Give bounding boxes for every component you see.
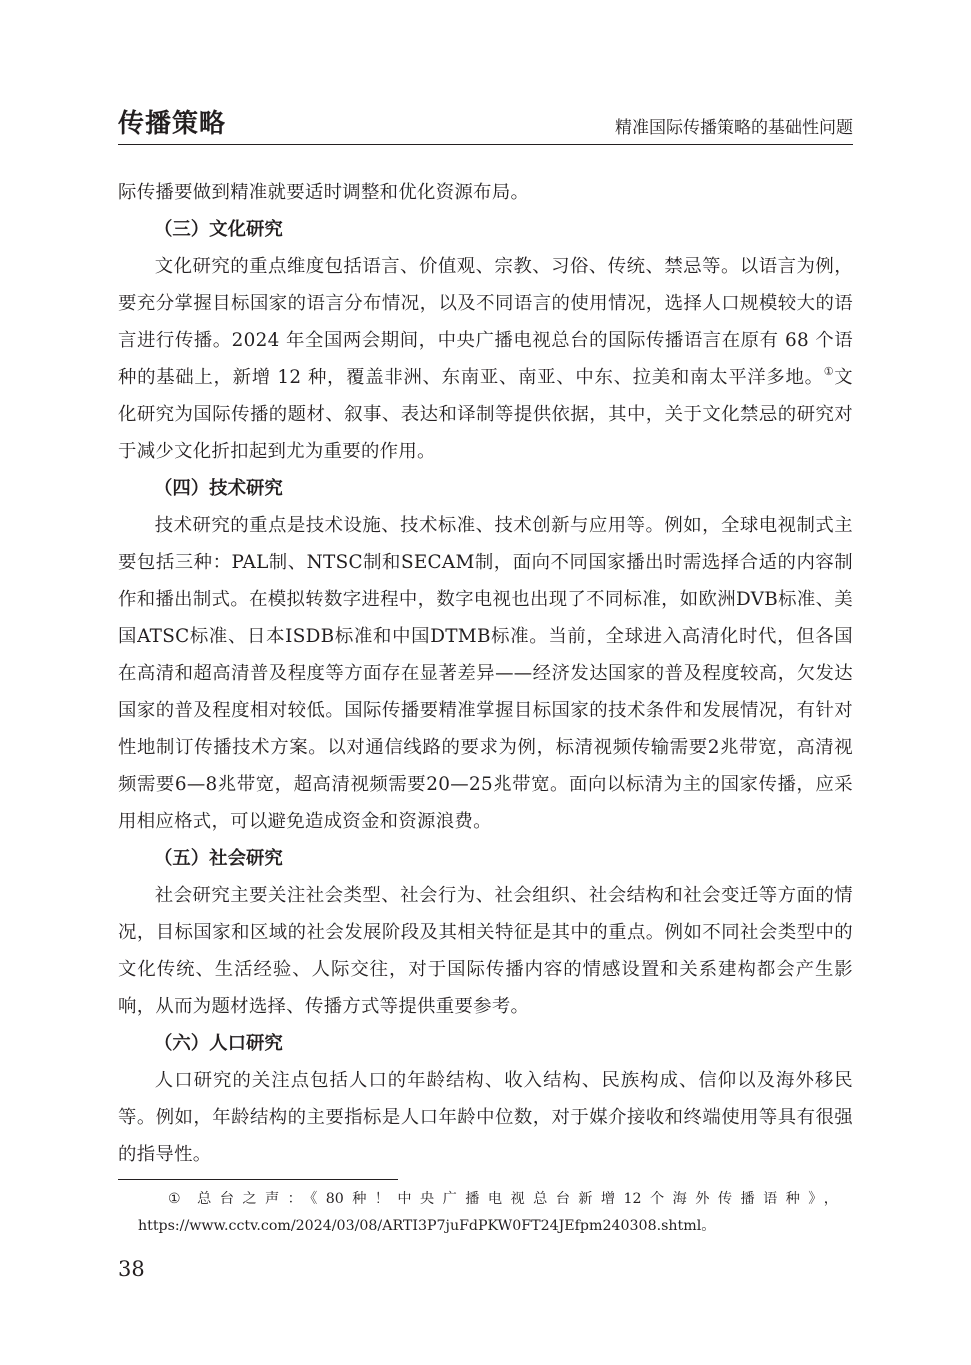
paragraph-society-research: 社会研究主要关注社会类型、社会行为、社会组织、社会结构和社会变迁等方面的情况，目标国家和区域的社会发展阶段及其相关特征是其中的重点。例如不同社会类型中的文化传统、生活经验、人际交往，对于国际传播内容的情感设置和关系建构都会产生影响，从而为题材选择、传播方式等提供重要参考。 [118, 885, 853, 1017]
footnote-mark: ① [168, 1191, 190, 1207]
paragraph-continuation: 际传播要做到精准就要适时调整和优化资源布局。 [118, 182, 530, 203]
page-header [118, 104, 853, 145]
footnote-text: 总台之声：《80种！中央广播电视总台新增12个海外传播语种》，https://www.cctv.com/2024/03/08/ARTI3P7juFdPKW0FT24JEfpm240308.shtml。 [138, 1191, 838, 1234]
article-title: 精准国际传播策略的基础性问题 [615, 118, 853, 138]
paragraph-population-research: 人口研究的关注点包括人口的年龄结构、收入结构、民族构成、信仰以及海外移民等。例如，年龄结构的主要指标是人口年龄中位数，对于媒介接收和终端使用等具有很强的指导性。 [118, 1070, 853, 1165]
footnote-divider [118, 1179, 398, 1180]
paragraph-culture-research [118, 248, 853, 470]
section-title: 传播策略 [118, 109, 227, 139]
paragraph-technology-research: 技术研究的重点是技术设施、技术标准、技术创新与应用等。例如，全球电视制式主要包括三种：PAL制、NTSC制和SECAM制，面向不同国家播出时需选择合适的内容制作和播出制式。在模拟转数字进程中，数字电视也出现了不同标准，如欧洲DVB标准、美国ATSC标准、日本ISDB标准和中国DTMB标准。当前，全球进入高清化时代，但各国在高清和超高清普及程度等方面存在显著差异——经济发达国家的普及程度较高，欠发达国家的普及程度相对较低。国际传播要精准掌握目标国家的技术条件和发展情况，有针对性地制订传播技术方案。以对通信线路的要求为例，标清视频传输需要2兆带宽，高清视频需要6—8兆带宽，超高清视频需要20—25兆带宽。面向以标清为主的国家传播，应采用相应格式，可以避免造成资金和资源浪费。 [118, 515, 853, 832]
heading-population-research: （六）人口研究 [154, 1033, 283, 1054]
footnote-reference[interactable]: ① [823, 365, 835, 378]
heading-culture-research: （三）文化研究 [154, 219, 283, 240]
heading-technology-research: （四）技术研究 [154, 478, 283, 499]
page-number: 38 [118, 1257, 145, 1281]
paragraph-text: 文化研究的重点维度包括语言、价值观、宗教、习俗、传统、禁忌等。以语言为例，要充分掌握目标国家的语言分布情况，以及不同语言的使用情况，选择人口规模较大的语言进行传播。2024 年全国两会期间，中央广播电视总台的国际传播语言在原有 68 个语种的基础上，新增 12 种，覆盖非洲、东南亚、南亚、中东、拉美和南太平洋多地。 [118, 256, 853, 388]
body-content [118, 174, 853, 1173]
paragraph-text-after-footnote: 文化研究为国际传播的题材、叙事、表达和译制等提供依据，其中，关于文化禁忌的研究对于减少文化折扣起到尤为重要的作用。 [118, 367, 853, 462]
footnote [138, 1186, 838, 1240]
heading-society-research: （五）社会研究 [154, 848, 283, 869]
